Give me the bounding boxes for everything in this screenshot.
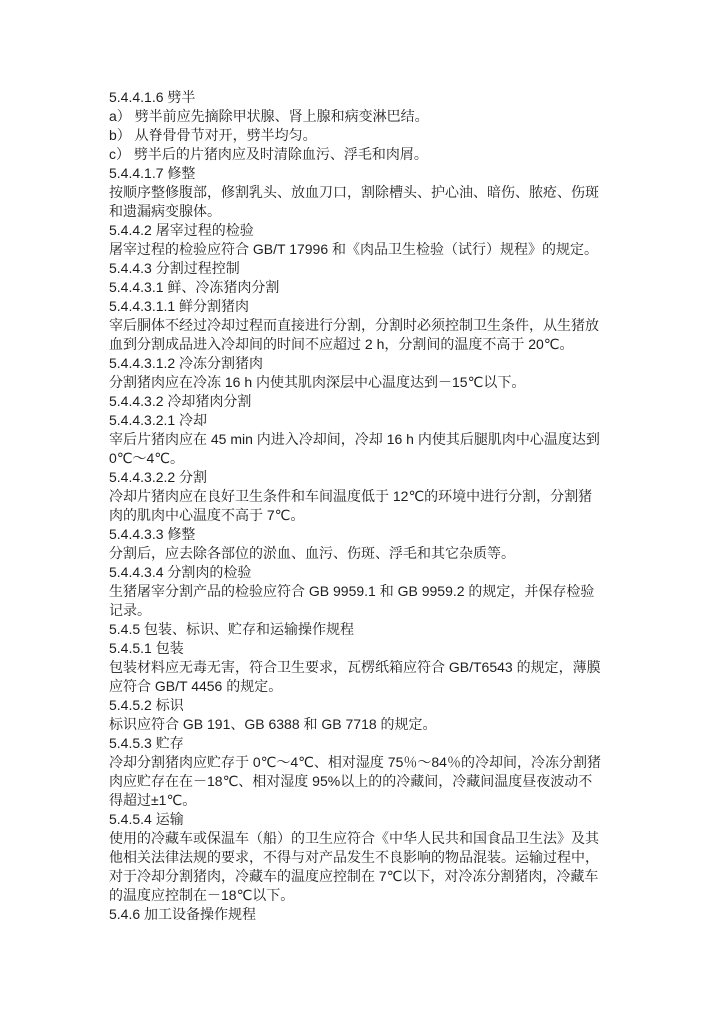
paragraph-line: 肉应贮存在在－18℃、相对湿度 95%以上的的冷藏间，冷藏间温度昼夜波动不 — [109, 773, 593, 789]
paragraph-line: 标识应符合 GB 191、GB 6388 和 GB 7718 的规定。 — [109, 716, 437, 732]
section-heading: 5.4.4.3.1 鲜、冷冻猪肉分割 — [109, 279, 280, 295]
section-heading: 5.4.4.2 屠宰过程的检验 — [109, 222, 254, 238]
paragraph-line: 应符合 GB/T 4456 的规定。 — [109, 678, 283, 694]
document-body — [109, 88, 629, 924]
paragraph-line: 血到分割成品进入冷却间的时间不应超过 2 h，分割间的温度不高于 20℃。 — [109, 336, 574, 352]
paragraph-line: 0℃～4℃。 — [109, 450, 185, 466]
paragraph-line: 和遗漏病变腺体。 — [109, 203, 221, 219]
paragraph-line: 得超过±1℃。 — [109, 792, 197, 808]
section-heading: 5.4.4.1.7 修整 — [109, 165, 196, 181]
paragraph-line: 按顺序整修腹部，修割乳头、放血刀口，割除槽头、护心油、暗伤、脓疮、伤斑 — [109, 184, 599, 200]
paragraph-line: 屠宰过程的检验应符合 GB/T 17996 和《肉品卫生检验（试行）规程》的规定。 — [109, 241, 599, 257]
section-heading: 5.4.4.3.1.2 冷冻分割猪肉 — [109, 355, 264, 371]
paragraph-line: 分割猪肉应在冷冻 16 h 内使其肌肉深层中心温度达到－15℃以下。 — [109, 374, 526, 390]
paragraph-line: 冷却片猪肉应在良好卫生条件和车间温度低于 12℃的环境中进行分割，分割猪 — [109, 488, 593, 504]
section-heading: 5.4.4.3.1.1 鲜分割猪肉 — [109, 298, 250, 314]
list-item: a） 劈半前应先摘除甲状腺、肾上腺和病变淋巴结。 — [109, 108, 429, 124]
list-item: c） 劈半后的片猪肉应及时清除血污、浮毛和肉屑。 — [109, 146, 428, 162]
paragraph-line: 记录。 — [109, 602, 151, 618]
section-heading: 5.4.4.3.4 分割肉的检验 — [109, 564, 252, 580]
paragraph-line: 使用的冷藏车或保温车（船）的卫生应符合《中华人民共和国食品卫生法》及其 — [109, 830, 599, 846]
section-heading: 5.4.4.3.3 修整 — [109, 526, 196, 542]
paragraph-line: 分割后，应去除各部位的淤血、血污、伤斑、浮毛和其它杂质等。 — [109, 545, 515, 561]
section-heading: 5.4.5 包装、标识、贮存和运输操作规程 — [109, 621, 355, 637]
section-heading: 5.4.4.3.2 冷却猪肉分割 — [109, 393, 252, 409]
section-heading: 5.4.4.3.2.1 冷却 — [109, 412, 208, 428]
section-heading: 5.4.4.3.2.2 分割 — [109, 469, 208, 485]
list-item: b） 从脊骨骨节对开，劈半均匀。 — [109, 127, 317, 143]
paragraph-line: 的温度应控制在－18℃以下。 — [109, 887, 295, 903]
section-heading: 5.4.5.1 包装 — [109, 640, 184, 656]
paragraph-line: 冷却分割猪肉应贮存于 0℃～4℃、相对湿度 75％～84％的冷却间，冷冻分割猪 — [109, 754, 601, 770]
section-heading: 5.4.4.1.6 劈半 — [109, 89, 196, 105]
section-heading: 5.4.5.4 运输 — [109, 811, 184, 827]
section-heading: 5.4.5.3 贮存 — [109, 735, 184, 751]
section-heading: 5.4.6 加工设备操作规程 — [109, 906, 257, 922]
paragraph-line: 包装材料应无毒无害，符合卫生要求，瓦楞纸箱应符合 GB/T6543 的规定，薄膜 — [109, 659, 601, 675]
paragraph-line: 宰后片猪肉应在 45 min 内进入冷却间，冷却 16 h 内使其后腿肌肉中心温度达到 — [109, 431, 600, 447]
paragraph-line: 宰后胴体不经过冷却过程而直接进行分割，分割时必须控制卫生条件，从生猪放 — [109, 317, 599, 333]
section-heading: 5.4.5.2 标识 — [109, 697, 184, 713]
paragraph-line: 生猪屠宰分割产品的检验应符合 GB 9959.1 和 GB 9959.2 的规定，并保存检验 — [109, 583, 595, 599]
paragraph-line: 肉的肌肉中心温度不高于 7℃。 — [109, 507, 305, 523]
section-heading: 5.4.4.3 分割过程控制 — [109, 260, 240, 276]
paragraph-line: 他相关法律法规的要求，不得与对产品发生不良影响的物品混装。运输过程中， — [109, 849, 599, 865]
paragraph-line: 对于冷却分割猪肉，冷藏车的温度应控制在 7℃以下，对冷冻分割猪肉，冷藏车 — [109, 868, 599, 884]
